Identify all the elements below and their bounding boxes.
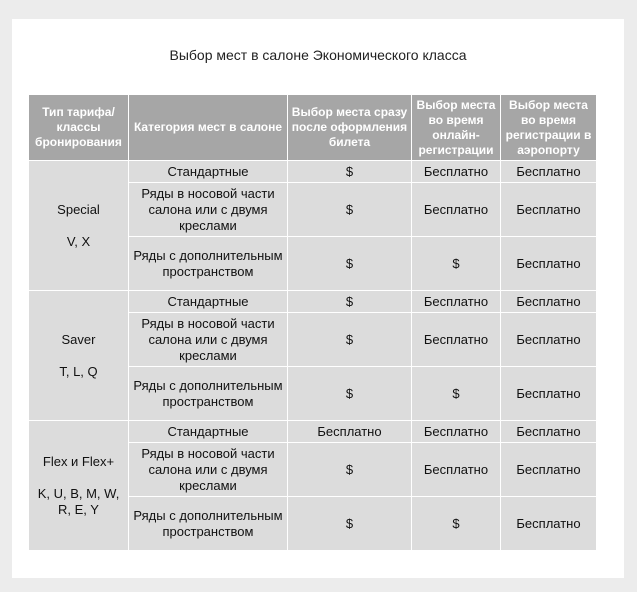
after-ticketing-price: $ bbox=[288, 367, 412, 421]
after-ticketing-price: $ bbox=[288, 313, 412, 367]
after-ticketing-price: $ bbox=[288, 497, 412, 551]
seat-category: Стандартные bbox=[129, 291, 288, 313]
tariff-cell-flex bbox=[29, 421, 129, 551]
header-tariff-type: Тип тарифа/ классы бронирования bbox=[29, 95, 129, 161]
airport-checkin-price: Бесплатно bbox=[501, 161, 597, 183]
after-ticketing-price: $ bbox=[288, 161, 412, 183]
after-ticketing-price: $ bbox=[288, 443, 412, 497]
online-checkin-price: $ bbox=[412, 237, 501, 291]
seat-category: Ряды с дополнительным пространством bbox=[129, 237, 288, 291]
airport-checkin-price: Бесплатно bbox=[501, 367, 597, 421]
after-ticketing-price: $ bbox=[288, 291, 412, 313]
online-checkin-price: $ bbox=[412, 497, 501, 551]
airport-checkin-price: Бесплатно bbox=[501, 421, 597, 443]
content-card bbox=[12, 19, 624, 578]
table-row bbox=[29, 291, 597, 313]
airport-checkin-price: Бесплатно bbox=[501, 237, 597, 291]
page-title: Выбор мест в салоне Экономического класса bbox=[169, 47, 467, 63]
after-ticketing-price: $ bbox=[288, 183, 412, 237]
online-checkin-price: Бесплатно bbox=[412, 183, 501, 237]
header-after-ticketing: Выбор места сразу после оформления билета bbox=[288, 95, 412, 161]
after-ticketing-price: Бесплатно bbox=[288, 421, 412, 443]
online-checkin-price: $ bbox=[412, 367, 501, 421]
airport-checkin-price: Бесплатно bbox=[501, 443, 597, 497]
tariff-name: Special bbox=[57, 201, 100, 217]
tariff-cell-special bbox=[29, 161, 129, 291]
online-checkin-price: Бесплатно bbox=[412, 291, 501, 313]
header-seat-category: Категория мест в салоне bbox=[129, 95, 288, 161]
seat-category: Ряды в носовой части салона или с двумя креслами bbox=[129, 443, 288, 497]
booking-classes: V, X bbox=[66, 233, 91, 249]
seat-category: Ряды с дополнительным пространством bbox=[129, 497, 288, 551]
seat-selection-table bbox=[28, 94, 597, 551]
airport-checkin-price: Бесплатно bbox=[501, 183, 597, 237]
booking-classes: T, L, Q bbox=[59, 363, 98, 379]
seat-category: Ряды в носовой части салона или с двумя креслами bbox=[129, 313, 288, 367]
table-row bbox=[29, 161, 597, 183]
seat-category: Стандартные bbox=[129, 421, 288, 443]
header-airport-checkin: Выбор места во время регистрации в аэропорту bbox=[501, 95, 597, 161]
online-checkin-price: Бесплатно bbox=[412, 443, 501, 497]
tariff-name: Flex и Flex+ bbox=[42, 453, 115, 469]
seat-category: Ряды в носовой части салона или с двумя креслами bbox=[129, 183, 288, 237]
airport-checkin-price: Бесплатно bbox=[501, 497, 597, 551]
online-checkin-price: Бесплатно bbox=[412, 421, 501, 443]
seat-category: Ряды с дополнительным пространством bbox=[129, 367, 288, 421]
online-checkin-price: Бесплатно bbox=[412, 313, 501, 367]
tariff-name: Saver bbox=[61, 331, 96, 347]
booking-classes: K, U, B, M, W, R, E, Y bbox=[37, 485, 120, 517]
table-row bbox=[29, 421, 597, 443]
table-header-row bbox=[29, 95, 597, 161]
seat-category: Стандартные bbox=[129, 161, 288, 183]
online-checkin-price: Бесплатно bbox=[412, 161, 501, 183]
after-ticketing-price: $ bbox=[288, 237, 412, 291]
tariff-cell-saver bbox=[29, 291, 129, 421]
header-online-checkin: Выбор места во время онлайн-регистрации bbox=[412, 95, 501, 161]
airport-checkin-price: Бесплатно bbox=[501, 291, 597, 313]
airport-checkin-price: Бесплатно bbox=[501, 313, 597, 367]
